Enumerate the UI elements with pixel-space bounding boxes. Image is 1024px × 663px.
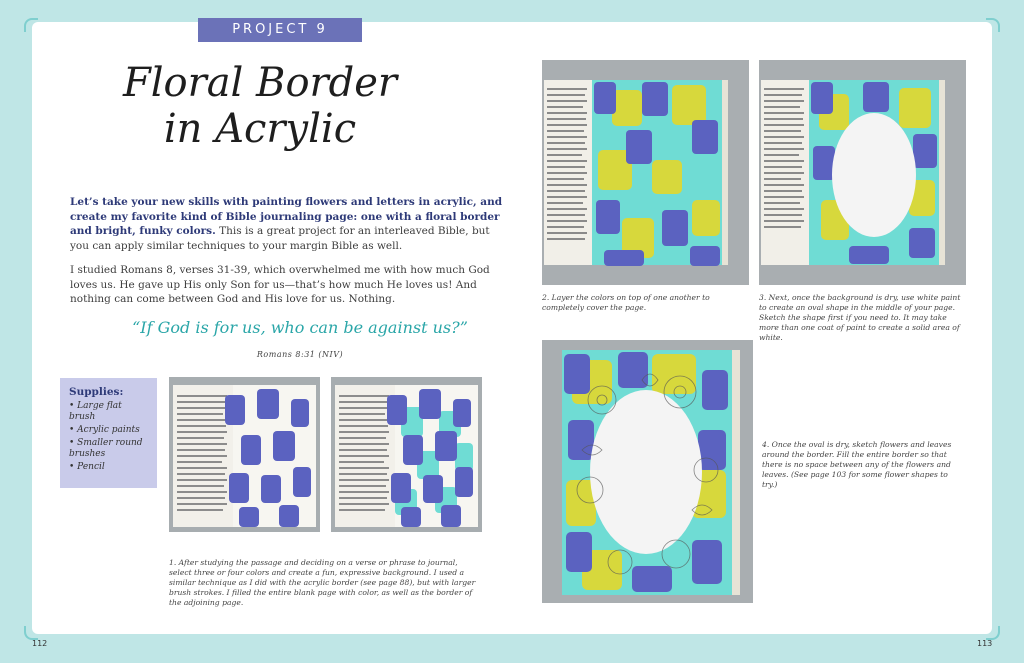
supply-item: • Large flat brush [69,401,148,423]
verse-reference: Romans 8:31 (NIV) [256,350,344,359]
intro-lead: Let’s take your new skills with painting flowers and letters in acrylic, and create my favorite kind of Bible journaling page: one with a floral border and bright, funky colors. [70,196,503,237]
photo-step-4 [542,340,753,603]
photo-step-1b [331,377,482,532]
supplies-list [69,401,148,473]
caption-step-4: 4. Once the oval is dry, sketch flowers and leaves around the border. Fill the entire border so that there is no space between any of the flowers and leaves. (See page 103 for some flower shapes to try.) [762,440,952,489]
photo-step-3 [759,60,966,285]
title-line-2: in Acrylic [163,106,357,152]
page-title [110,60,410,152]
caption-step-3: 3. Next, once the background is dry, use white paint to create an oval shape in the middle of your page. Sketch the shape first if you need to. It may take more than one coat of paint to create a solid area of white. [759,293,961,342]
supply-item: • Smaller round brushes [69,438,148,460]
caption-step-2: 2. Layer the colors on top of one another to completely cover the page. [542,293,710,312]
body-paragraph: I studied Romans 8, verses 31-39, which overwhelmed me with how much God loves us. He gave up His only Son for us—that’s how much He loves us! And nothing can come between God and His love for us. Nothing. [70,264,490,305]
project-label: PROJECT 9 [198,18,362,42]
supplies-heading: Supplies: [69,386,124,398]
title-line-1: Floral Border [122,60,398,106]
verse-quote: “If God is for us, who can be against us?” [132,318,468,337]
photo-step-1a [169,377,320,532]
supply-item: • Pencil [69,462,148,473]
supply-item: • Acrylic paints [69,425,148,436]
intro-paragraph [70,195,510,253]
page-number-left: 112 [32,639,48,648]
page-number-right: 113 [977,639,993,648]
intro-rest: This is a great project for an interleaved Bible, but you can apply similar techniques to your margin Bible as well. [70,225,490,252]
supplies-box [60,378,157,488]
caption-step-1: 1. After studying the passage and deciding on a verse or phrase to journal, select three or four colors and create a fun, expressive background. I used a similar technique as I did with the acrylic border (see page 88), but with larger brush strokes. I filled the entire blank page with color, as well as the border of the adjoining page. [169,558,476,607]
photo-step-2 [542,60,749,285]
